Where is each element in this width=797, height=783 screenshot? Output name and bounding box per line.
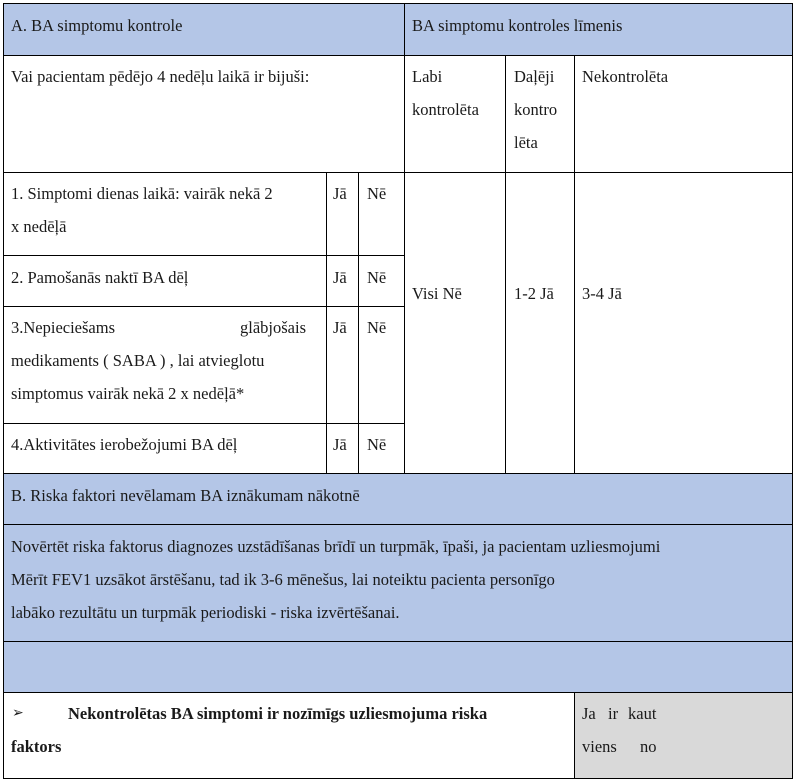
risk-answer-1b: ir <box>608 704 619 723</box>
risk-text-line-1: Nekontrolētas BA simptomi ir nozīmīgs uzliesmojuma riska <box>68 704 488 723</box>
border-question-bottom <box>3 172 793 173</box>
item-3-no: Nē <box>367 318 387 337</box>
section-b-line-2: Mērīt FEV1 uzsākot ārstēšanu, tad ik 3-6 mēnešus, lai noteiktu pacienta personīgo <box>11 570 555 589</box>
item-4-no: Nē <box>367 435 387 454</box>
item-1-line-1: 1. Simptomi dienas laikā: vairāk nekā 2 <box>11 184 273 203</box>
border-right <box>792 3 793 779</box>
item-4-line-1: 4.Aktivitātes ierobežojumi BA dēļ <box>11 435 238 454</box>
border-item-2-bottom <box>3 306 404 307</box>
border-col-uncontrolled <box>574 55 575 474</box>
border-bottom <box>3 778 793 779</box>
section-a-title: A. BA simptomu kontrole <box>11 16 183 35</box>
bullet-arrow-icon: ➢ <box>12 706 24 721</box>
well-controlled-label-1: Labi <box>412 67 443 86</box>
border-left <box>3 3 4 779</box>
item-3-line-3: simptomus vairāk nekā 2 x nedēļā* <box>11 384 245 403</box>
item-3-line-1a: 3.Nepieciešams <box>11 318 116 337</box>
border-b-body-bottom <box>3 641 793 642</box>
border-col-no <box>358 172 359 474</box>
risk-answer-1a: Ja <box>582 704 596 723</box>
well-controlled-label-2: kontrolēta <box>412 100 479 119</box>
item-3-line-2: medikaments ( SABA ) , lai atvieglotu <box>11 351 265 370</box>
border-b-title-bottom <box>3 524 793 525</box>
section-b-title: B. Riska faktori nevēlamam BA iznākumam nākotnē <box>11 486 360 505</box>
border-col-split <box>404 3 405 474</box>
item-1-line-2: x nedēļā <box>11 217 67 236</box>
border-header-bottom <box>3 55 793 56</box>
border-section-a-bottom <box>3 473 793 474</box>
result-partly-controlled: 1-2 Jā <box>514 284 554 303</box>
empty-blue-row <box>4 641 792 693</box>
item-2-line-1: 2. Pamošanās naktī BA dēļ <box>11 268 189 287</box>
item-4-yes: Jā <box>333 435 347 454</box>
border-empty-row-bottom <box>3 692 793 693</box>
item-1-no: Nē <box>367 184 387 203</box>
item-2-yes: Jā <box>333 268 347 287</box>
control-level-title: BA simptomu kontroles līmenis <box>412 16 623 35</box>
border-col-partly <box>505 55 506 474</box>
item-2-no: Nē <box>367 268 387 287</box>
partly-controlled-label-3: lēta <box>514 133 538 152</box>
risk-text-line-2: faktors <box>11 737 62 756</box>
item-1-yes: Jā <box>333 184 347 203</box>
item-3-line-1b: glābjošais <box>240 318 306 337</box>
question-text: Vai pacientam pēdējo 4 nedēļu laikā ir bijuši: <box>11 67 310 86</box>
border-item-3-bottom <box>3 423 404 424</box>
result-uncontrolled: 3-4 Jā <box>582 284 622 303</box>
item-3-yes: Jā <box>333 318 347 337</box>
border-col-yes <box>326 172 327 474</box>
risk-answer-2a: viens <box>582 737 617 756</box>
partly-controlled-label-2: kontro <box>514 100 558 119</box>
partly-controlled-label-1: Daļēji <box>514 67 555 86</box>
result-well-controlled: Visi Nē <box>412 284 462 303</box>
border-risk-split <box>574 692 575 779</box>
risk-answer-1c: kaut <box>628 704 657 723</box>
uncontrolled-label: Nekontrolēta <box>582 67 669 86</box>
risk-answer-2b: no <box>640 737 657 756</box>
border-top <box>3 3 793 4</box>
section-b-line-3: labāko rezultātu un turpmāk periodiski - riska izvērtēšanai. <box>11 603 400 622</box>
section-b-line-1: Novērtēt riska faktorus diagnozes uzstādīšanas brīdī un turpmāk, īpaši, ja pacientam uzliesmojumi <box>11 537 661 556</box>
border-item-1-bottom <box>3 255 404 256</box>
